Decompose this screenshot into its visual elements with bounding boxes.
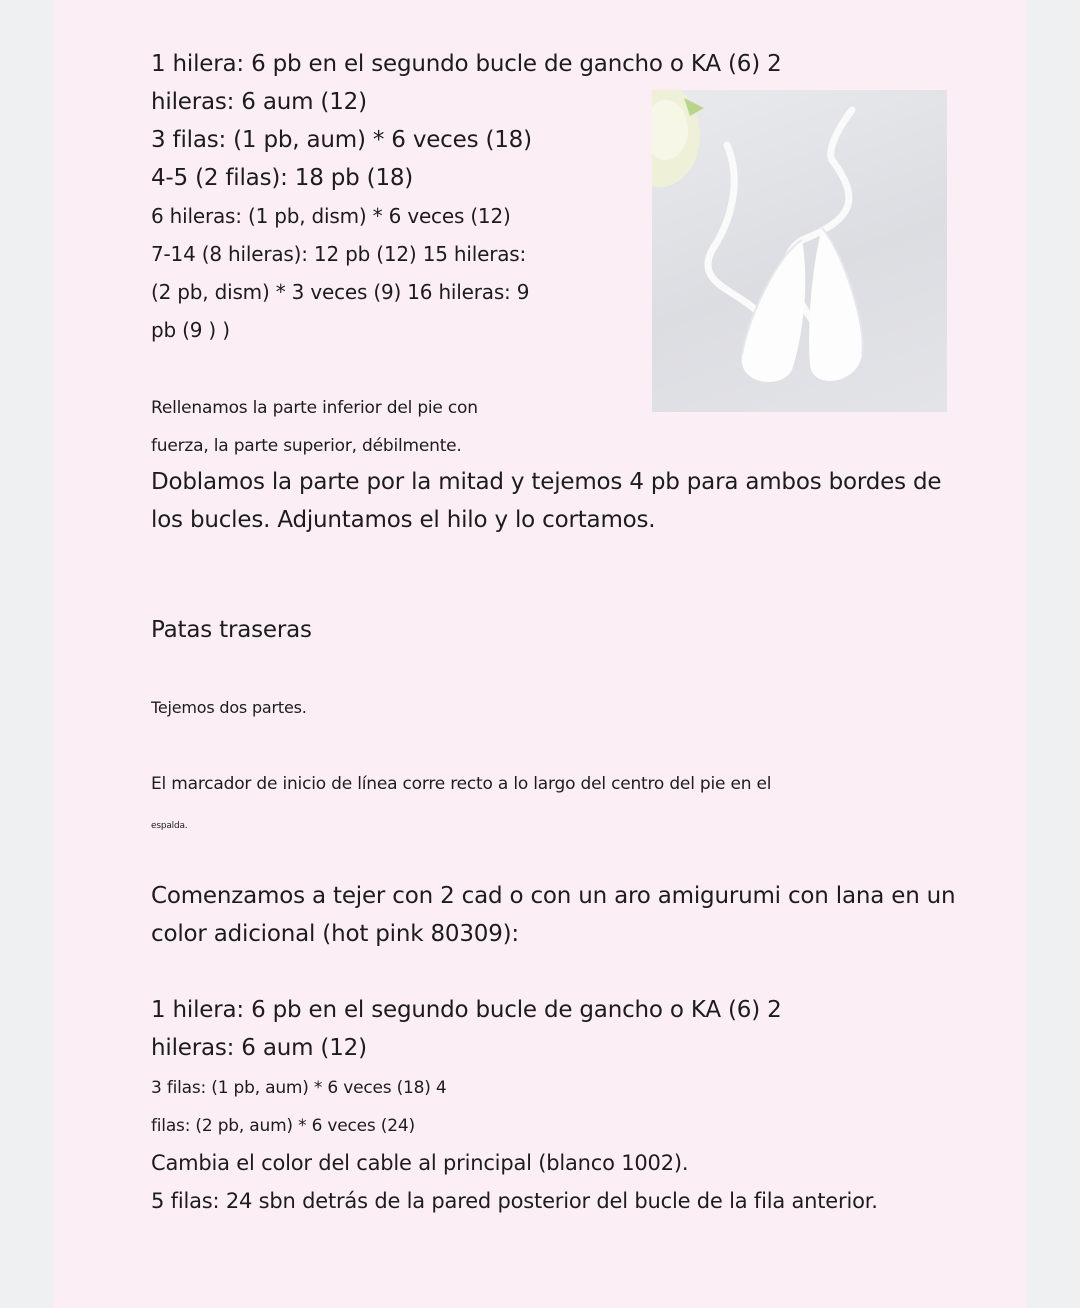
- start-instruction: color adicional (hot pink 80309):: [151, 921, 519, 947]
- finish-instruction: los bucles. Adjuntamos el hilo y lo cortamos.: [151, 507, 656, 533]
- finish-instruction: Doblamos la parte por la mitad y tejemos 4 pb para ambos bordes de: [151, 469, 942, 495]
- stuffing-note: fuerza, la parte superior, débilmente.: [151, 436, 462, 456]
- document-page: [54, 0, 1026, 1308]
- section-heading: Patas traseras: [151, 617, 312, 643]
- pattern-row: 1 hilera: 6 pb en el segundo bucle de gancho o KA (6) 2: [151, 51, 782, 77]
- pattern-row: filas: (2 pb, aum) * 6 veces (24): [151, 1116, 415, 1136]
- pattern-row: hileras: 6 aum (12): [151, 89, 367, 115]
- pattern-row: 3 filas: (1 pb, aum) * 6 veces (18) 4: [151, 1078, 447, 1098]
- pattern-row: (2 pb, dism) * 3 veces (9) 16 hileras: 9: [151, 280, 530, 304]
- pattern-row: 1 hilera: 6 pb en el segundo bucle de gancho o KA (6) 2: [151, 997, 782, 1023]
- pattern-row: 6 hileras: (1 pb, dism) * 6 veces (12): [151, 204, 511, 228]
- color-change-note: Cambia el color del cable al principal (blanco 1002).: [151, 1151, 689, 1175]
- pattern-row: 4-5 (2 filas): 18 pb (18): [151, 165, 414, 191]
- pattern-row: 7-14 (8 hileras): 12 pb (12) 15 hileras:: [151, 242, 527, 266]
- pattern-row: pb (9 ) ): [151, 318, 230, 342]
- intro-text: Tejemos dos partes.: [151, 698, 307, 717]
- pattern-row: 5 filas: 24 sbn detrás de la pared posterior del bucle de la fila anterior.: [151, 1189, 878, 1213]
- photo-illustration: [652, 90, 947, 412]
- start-instruction: Comenzamos a tejer con 2 cad o con un aro amigurumi con lana en un: [151, 883, 956, 909]
- pattern-row: hileras: 6 aum (12): [151, 1035, 367, 1061]
- pattern-row: 3 filas: (1 pb, aum) * 6 veces (18): [151, 127, 532, 153]
- stuffing-note: Rellenamos la parte inferior del pie con: [151, 398, 478, 418]
- crochet-feet-photo: [652, 90, 947, 412]
- marker-note: El marcador de inicio de línea corre recto a lo largo del centro del pie en el: [151, 774, 772, 794]
- marker-note-tail: espalda.: [151, 821, 188, 831]
